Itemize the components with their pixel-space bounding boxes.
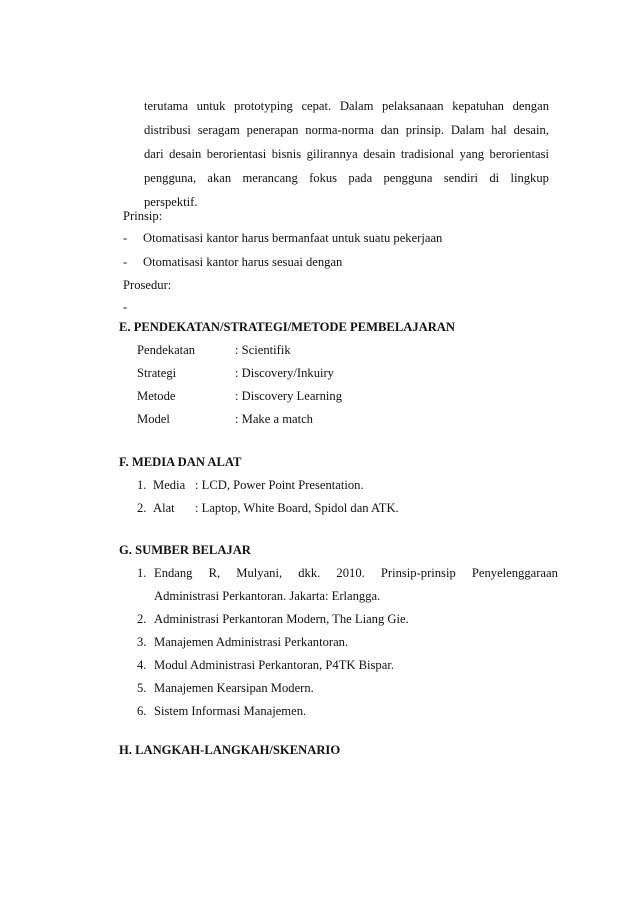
row-key: Pendekatan [137,343,196,357]
row-value: : Discovery/Inkuiry [235,366,334,380]
word: Dalam [339,99,374,113]
word: akan [207,171,232,185]
row-value: : Discovery Learning [235,389,343,403]
reference-number: 1. [137,566,147,580]
row-key: Model [137,412,170,426]
row-number: 1. [137,478,147,492]
reference-text: Administrasi Perkantoran Modern, The Liang Gie. [154,612,409,626]
reference-number: 3. [137,635,147,649]
intro-line [144,166,549,190]
word: cepat. [301,99,332,113]
word: prototyping [234,99,293,113]
word: gilirannya [306,147,358,161]
word: 2010. [336,566,365,580]
reference-number: 5. [137,681,147,695]
row-number: 2. [137,501,147,515]
word: Prinsip-prinsip [380,566,456,580]
word: di [489,171,500,185]
row-key: Metode [137,389,176,403]
word: pengguna, [144,171,197,185]
reference-text: Manajemen Kearsipan Modern. [154,681,314,695]
row-value: : Make a match [235,412,313,426]
intro-line: perspektif. [144,195,198,209]
reference-text: Manajemen Administrasi Perkantoran. [154,635,349,649]
word: berorientasi [489,147,549,161]
row-key: Alat [153,501,175,515]
word: fokus [309,171,338,185]
reference-number: 4. [137,658,147,672]
reference-text-cont: Administrasi Perkantoran. Jakarta: Erlangga. [154,589,381,603]
section-h-heading: H. LANGKAH-LANGKAH/SKENARIO [119,743,341,757]
word: dari [144,147,164,161]
word: yang [459,147,485,161]
word: desain [363,147,396,161]
prosedur-label: Prosedur: [123,278,172,292]
word: terutama [144,99,189,113]
row-key: Media [153,478,186,492]
word: norma-norma [305,123,374,137]
reference-text: Sistem Informasi Manajemen. [154,704,307,718]
word: penerapan [246,123,299,137]
word: seragam [197,123,240,137]
word: Mulyani, [236,566,283,580]
word: kepatuhan [452,99,504,113]
word: untuk [196,99,226,113]
word: dan [380,123,399,137]
word: tradisional [400,147,455,161]
word: dengan [512,99,549,113]
intro-line [144,142,549,166]
row-value: : Scientifik [235,343,291,357]
section-g-heading: G. SUMBER BELAJAR [119,543,251,557]
word: desain, [513,123,549,137]
word: prinsip. [405,123,444,137]
prinsip-item: Otomatisasi kantor harus sesuai dengan [143,255,343,269]
word: bisnis [271,147,302,161]
reference-text [154,566,558,581]
word: pelaksanaan [382,99,444,113]
word: dkk. [298,566,321,580]
word: Dalam [450,123,485,137]
intro-line [144,94,549,118]
word: berorientasi [206,147,267,161]
intro-line [144,118,549,142]
word: merancang [242,171,298,185]
word: desain [169,147,202,161]
word: pada [348,171,373,185]
prinsip-item: Otomatisasi kantor harus bermanfaat untuk suatu pekerjaan [143,231,443,245]
word: Penyelenggaraan [471,566,558,580]
row-key: Strategi [137,366,177,380]
word: sendiri [443,171,479,185]
prosedur-bullet: - [123,300,128,314]
word: pengguna [383,171,433,185]
bullet-dash: - [123,231,128,245]
prinsip-label: Prinsip: [123,209,163,223]
word: Endang [154,566,193,580]
word: hal [491,123,507,137]
word: distribusi [144,123,191,137]
word: lingkup [510,171,549,185]
reference-text: Modul Administrasi Perkantoran, P4TK Bispar. [154,658,394,672]
word: R, [208,566,221,580]
bullet-dash: - [123,255,128,269]
row-value: : LCD, Power Point Presentation. [195,478,364,492]
reference-number: 2. [137,612,147,626]
row-value: : Laptop, White Board, Spidol dan ATK. [195,501,399,515]
intro-paragraph [144,94,549,214]
section-f-heading: F. MEDIA DAN ALAT [119,455,242,469]
reference-number: 6. [137,704,147,718]
section-e-heading: E. PENDEKATAN/STRATEGI/METODE PEMBELAJARAN [119,320,455,334]
